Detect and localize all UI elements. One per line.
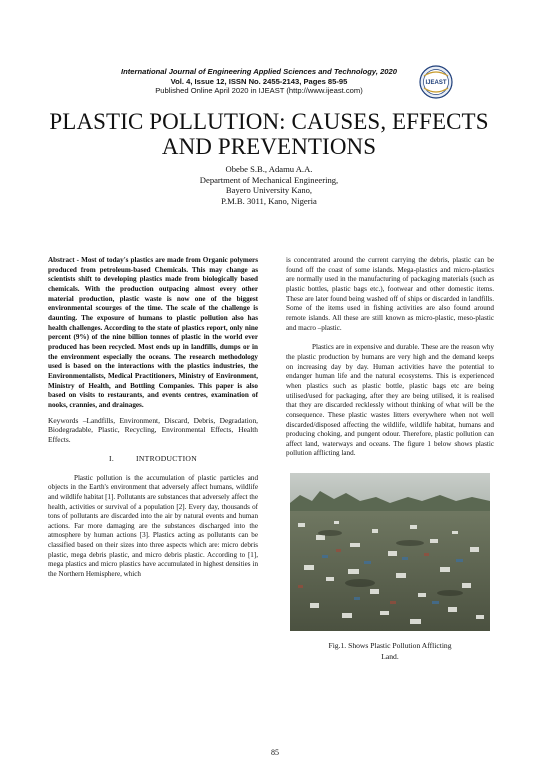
figure-plastic-pollution-photo — [290, 473, 490, 631]
journal-logo — [419, 65, 453, 99]
journal-volume: Vol. 4, Issue 12, ISSN No. 2455-2143, Pages 85-95 — [170, 76, 348, 86]
author-university: Bayero University Kano, — [225, 185, 313, 196]
author-block — [100, 164, 438, 206]
keywords: Keywords –Landfills, Environment, Discard, Debris, Degradation, Biodegradable, Plastic, Recycling, Environmental Effects, Health Effects. — [48, 415, 258, 445]
paper-title — [40, 109, 498, 159]
introduction-paragraph: Plastic pollution is the accumulation of plastic particles and objects in the Earth's environment that adversely affect humans, wildlife and wildlife habitat [1]. Pollutants are substances that adversely affect the health, activities or survival of a population [2]. Every day, thousands of tons of pollutants are discarded into the air by natural events and human actions. Far more damaging are the substances discharged into the atmosphere by human actions [3]. Plastics acting as pollutants can be classified based on their sizes into three aspects which are: micro debris plastic, mega debris plastic, and micro debris plastic. According to [1], mega plastics and micro plastics have accumulated in highest densities in the Northern Hemisphere, which — [48, 473, 258, 578]
journal-publication-info: Published Online April 2020 in IJEAST (http://www.ijeast.com) — [155, 86, 363, 95]
author-address: P.M.B. 3011, Kano, Nigeria — [221, 195, 317, 206]
page-number: 85 — [271, 748, 279, 757]
section-title: INTRODUCTION — [136, 454, 197, 464]
journal-logo-text: IJEAST — [425, 80, 447, 87]
figure-caption-line-1: Fig.1. Shows Plastic Pollution Afflicting — [328, 641, 452, 650]
paper-title-line-2: AND PREVENTIONS — [161, 134, 377, 159]
right-column — [286, 256, 494, 459]
author-department: Department of Mechanical Engineering, — [199, 174, 339, 185]
journal-name: International Journal of Engineering Applied Sciences and Technology, 2020 — [121, 67, 397, 76]
abstract: Abstract - Most of today's plastics are made from Organic polymers produced from petroleum-based Chemicals. This may change as scientists shift to developing plastics made from biologically based chemicals. With the production outpacing almost every other material production, plastic waste is now one of the biggest environmental scourges of the time. The scale of the challenge is daunting. The exposure of humans to plastic pollution also has health challenges. According to the state of plastics report, only nine percent (9%) of the nine billion tonnes of plastic in the world ever produced has been recycled. Most ends up in landfills, dumps or in the environment especially the oceans. The research methodology used is based on the interactions with the plastics industries, the Environmentalists, Medical Practitioners, Ministry of Environment, Ministry of Health, and Bottling Companies. This paper is also based on visits to restaurants, and events centres, examination of nooks, crannies, and drainages. — [48, 256, 258, 409]
body-paragraph-1: is concentrated around the current carrying the debris, plastic can be found off the coast of some islands. Mega-plastics and micro-plastics are normally used in the manufacturing of packaging materials (such as plastic bottles, plastic bags etc.), footwear and other domestic items. These are later found being washed off of ships or discarded in landfills. Some of the items used in fishing activities are also found around remote islands. All these are still known as micro-plastic, meso-plastic and macro –plastic. — [286, 256, 494, 332]
figure-caption — [300, 641, 480, 662]
figure-caption-line-2: Land. — [381, 651, 399, 661]
body-paragraph-2: Plastics are in expensive and durable. These are the reason why the plastic production by humans are very high and the demand keeps on increasing day by day. Human activities have the potential to endanger human life and the natural ecosystems. This is experienced when plastics such as plastic bottle, plastic bags etc are being utilised/used for packaging, after they are being utilised, it is realised that they are discarded recklessly without thinking of what will be the consequence. These plastic wastes litters everywhere when not well discarded/disposed affecting the wildlife, wildlife habitat, humans and producing choking, and pungent odour. Therefore, plastic pollution can affect land, waterways and oceans. The figure 1 below shows plastic pollution afflicting land. — [286, 343, 494, 458]
section-number: I. — [109, 454, 115, 464]
paper-title-line-1: PLASTIC POLLUTION: CAUSES, EFFECTS — [49, 109, 489, 134]
author-names: Obebe S.B., Adamu A.A. — [225, 164, 313, 174]
section-heading-introduction — [48, 454, 258, 464]
left-column — [48, 256, 258, 579]
